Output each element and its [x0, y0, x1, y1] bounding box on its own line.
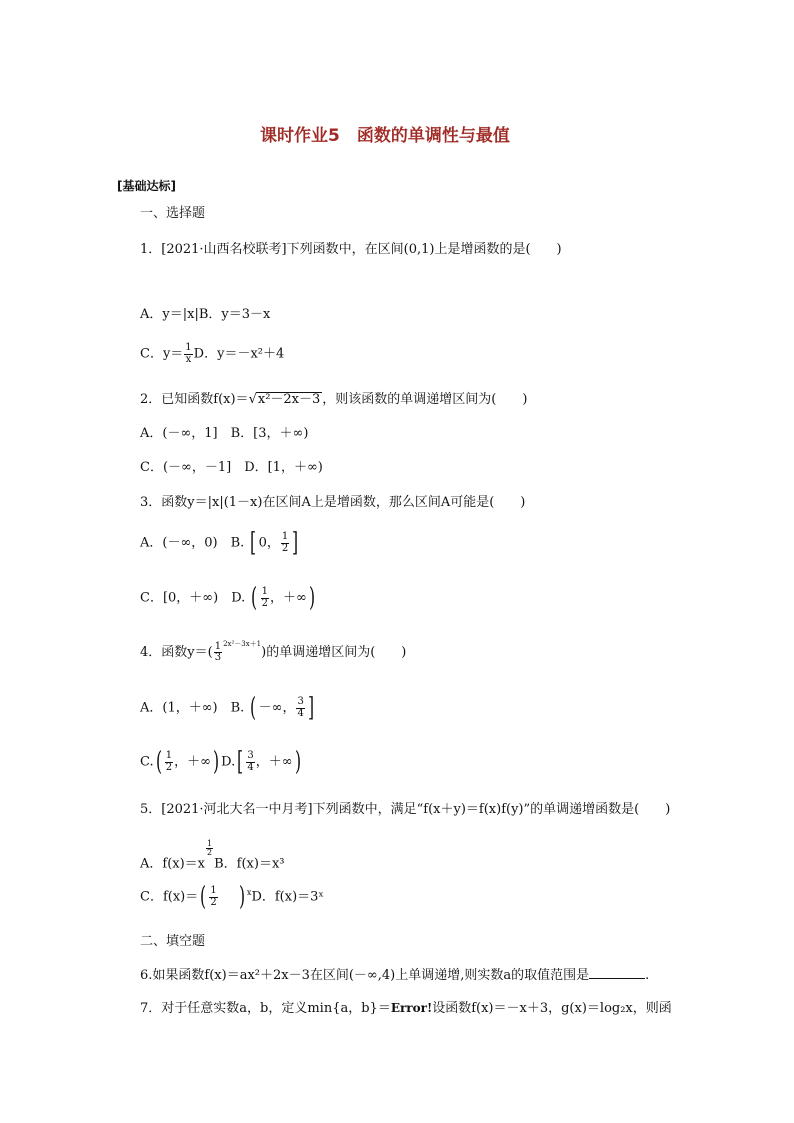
sqrt-radicand: x²－2x－3 [257, 392, 321, 407]
error-text: Error! [390, 1001, 433, 1015]
answer-blank[interactable] [589, 968, 645, 979]
q1-c-label: C．y＝ [140, 346, 184, 362]
question-2-options-cd: C．(－∞，－1] D．[1，＋∞) [140, 460, 323, 475]
exponent: 2x²－3x＋1 [223, 640, 262, 648]
section-label: [基础达标] [117, 179, 176, 193]
question-4-options-cd: C.( $\frac{1}{2}$ ，＋∞) D.[ $\frac{3}{4}$ ，＋∞) [140, 747, 301, 777]
question-1-stem: 1．[2021·山西名校联考]下列函数中，在区间(0,1)上是增函数的是( ) [140, 242, 562, 257]
q1-c-fraction: $\frac{1}{x}$ [185, 342, 192, 365]
q1-d-label: D．y＝－x²＋4 [193, 346, 285, 362]
question-2-options-ab: A．(－∞，1] B．[3，＋∞) [140, 426, 309, 441]
question-7: 7．对于任意实数a，b，定义min{a，b}＝Error!设函数f(x)＝－x＋3，g(x)＝log₂x，则函 [140, 1001, 672, 1016]
question-5-stem: 5．[2021·河北大名一中月考]下列函数中，满足“f(x＋y)＝f(x)f(y)”的单调递增函数是( ) [140, 802, 671, 817]
question-4-options-ab: A．(1，＋∞) B. ( －∞， $\frac{3}{4}$ ] [140, 693, 314, 723]
question-4-stem: 4．函数y＝( $\frac{1}{3}$ $^{2x^2-3x+1}$)的单调递增区间为( ) [140, 640, 407, 663]
question-5-options-ab: A．f(x)＝x $\frac{1}{2}$ B．f(x)＝x³ [140, 839, 285, 872]
question-2-stem: 2．已知函数f(x)＝√x²－2x－3 ，则该函数的单调递增区间为( ) [140, 392, 528, 407]
question-6: 6.如果函数f(x)＝ax²＋2x－3在区间(－∞,4)上单调递增,则实数a的取值范围是 . [140, 968, 650, 983]
page-title: 课时作业5 函数的单调性与最值 [260, 126, 510, 146]
question-1-options-cd [140, 343, 284, 365]
question-3-options-ab: A．(－∞，0) B. [ 0， $\frac{1}{2}$ ] [140, 528, 299, 558]
question-3-stem: 3．函数y＝|x|(1－x)在区间A上是增函数，那么区间A可能是( ) [140, 495, 526, 510]
question-3-options-cd: C．[0，＋∞) D. ( $\frac{1}{2}$ ，＋∞) [140, 583, 315, 613]
part-fill-heading: 二、填空题 [140, 934, 206, 949]
question-5-options-cd: C．f(x)＝( $\frac{1}{2}$ ) $^x$D．f(x)＝3ˣ [140, 882, 324, 912]
question-1-options-ab: A．y＝|x|B．y＝3－x [140, 307, 271, 322]
part-choice-heading: 一、选择题 [140, 206, 206, 221]
